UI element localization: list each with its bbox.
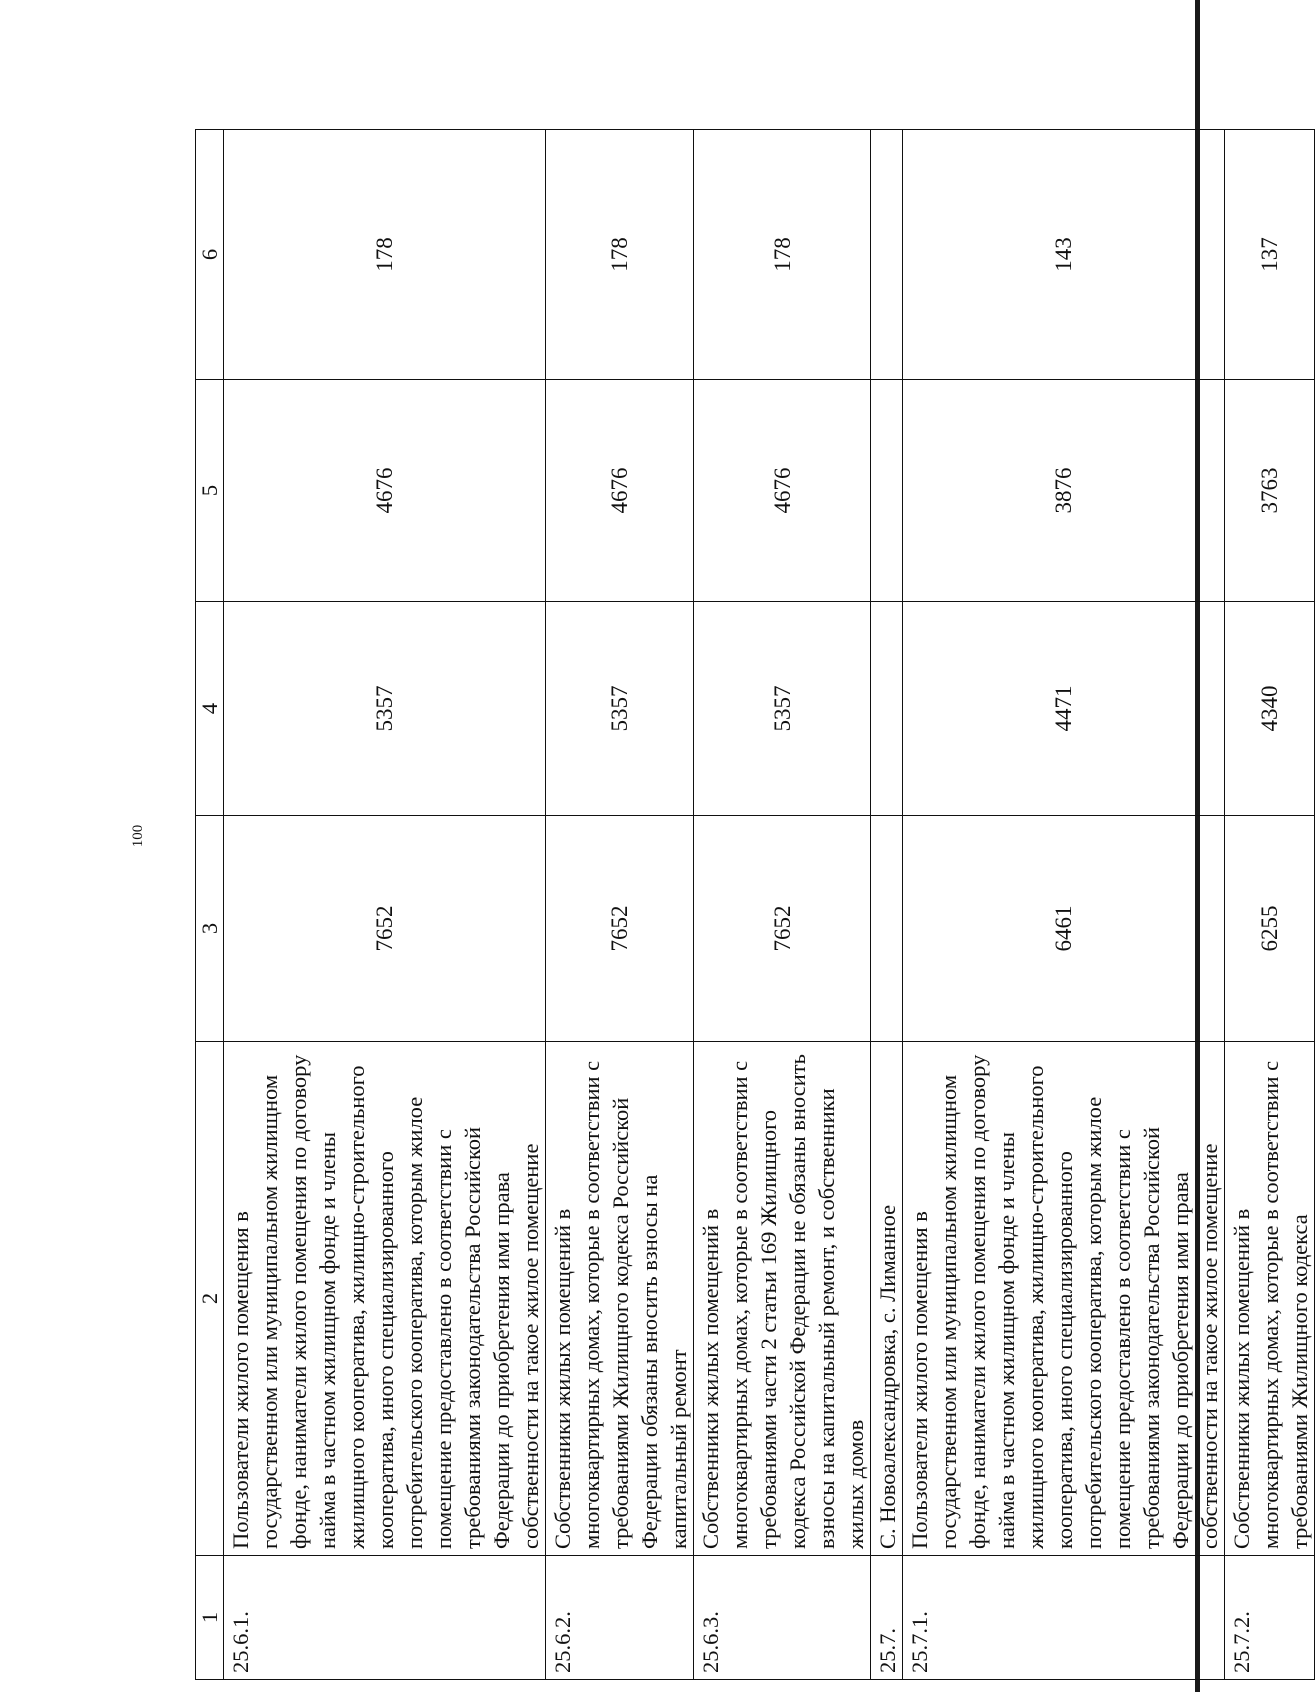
row-value-col5: 4676: [694, 380, 871, 602]
row-value-col5: 3763: [1225, 380, 1315, 602]
row-value-col3: 7652: [546, 816, 694, 1042]
row-value-col5: 3876: [903, 380, 1225, 602]
row-value-col3: 6461: [903, 816, 1225, 1042]
table-row: [546, 130, 694, 1680]
row-value-col5: 4676: [224, 380, 546, 602]
row-description: Собственники жилых помещений в многоквартирных домах, которые в соответствии с требованиями Жилищного кодекса: [1225, 1042, 1315, 1556]
row-value-col6: 178: [546, 130, 694, 380]
header-col-3: 3: [196, 816, 224, 1042]
table-row: [694, 130, 871, 1680]
row-description: Собственники жилых помещений в многоквартирных домах, которые в соответствии с требованиями Жилищного кодекса Российской Федерации обязаны вносить взносы на капитальный ремонт: [546, 1042, 694, 1556]
tariff-table: [195, 129, 1315, 1680]
row-value-col5: [871, 380, 903, 602]
row-value-col6: 178: [694, 130, 871, 380]
row-code: 25.6.2.: [546, 1556, 694, 1680]
row-code: 25.7.1.: [903, 1556, 1225, 1680]
row-value-col6: 137: [1225, 130, 1315, 380]
header-col-4: 4: [196, 602, 224, 816]
row-value-col6: 178: [224, 130, 546, 380]
row-value-col4: 4471: [903, 602, 1225, 816]
section-title: С. Новоалександровка, с. Лиманное: [871, 1042, 903, 1556]
row-description: Собственники жилых помещений в многоквартирных домах, которые в соответствии с требованиями части 2 статьи 169 Жилищного кодекса Российской Федерации не обязаны вносить взносы на капитальный ремонт, и собственники жилых домов: [694, 1042, 871, 1556]
row-code: 25.6.1.: [224, 1556, 546, 1680]
row-value-col3: 6255: [1225, 816, 1315, 1042]
header-col-1: 1: [196, 1556, 224, 1680]
header-col-5: 5: [196, 380, 224, 602]
page-number: 100: [130, 824, 146, 848]
row-value-col4: [871, 602, 903, 816]
table-header-row: [196, 130, 224, 1680]
section-row: [871, 130, 903, 1680]
row-value-col3: 7652: [224, 816, 546, 1042]
row-code: 25.7.2.: [1225, 1556, 1315, 1680]
table-row: [903, 130, 1225, 1680]
rotated-table-container: [195, 130, 1312, 1680]
table-row: [224, 130, 546, 1680]
row-description: Пользователи жилого помещения в государственном или муниципальном жилищном фонде, наниматели жилого помещения по договору найма в частном жилищном фонде и члены жилищного кооператива, жилищно-строительного кооператива, иного специализированного потребительского кооператива, которым жилое помещение предоставлено в соответствии с требованиями законодательства Российской Федерации до приобретения ими права собственности на такое жилое помещение: [903, 1042, 1225, 1556]
row-value-col3: [871, 816, 903, 1042]
row-value-col4: 5357: [224, 602, 546, 816]
row-code: 25.6.3.: [694, 1556, 871, 1680]
row-description: Пользователи жилого помещения в государственном или муниципальном жилищном фонде, наниматели жилого помещения по договору найма в частном жилищном фонде и члены жилищного кооператива, жилищно-строительного кооператива, иного специализированного потребительского кооператива, которым жилое помещение предоставлено в соответствии с требованиями законодательства Российской Федерации до приобретения ими права собственности на такое жилое помещение: [224, 1042, 546, 1556]
table-row: [1225, 130, 1315, 1680]
row-value-col4: 5357: [546, 602, 694, 816]
row-value-col4: 4340: [1225, 602, 1315, 816]
section-code: 25.7.: [871, 1556, 903, 1680]
row-value-col3: 7652: [694, 816, 871, 1042]
row-value-col6: [871, 130, 903, 380]
row-value-col4: 5357: [694, 602, 871, 816]
row-value-col6: 143: [903, 130, 1225, 380]
header-col-2: 2: [196, 1042, 224, 1556]
header-col-6: 6: [196, 130, 224, 380]
row-value-col5: 4676: [546, 380, 694, 602]
